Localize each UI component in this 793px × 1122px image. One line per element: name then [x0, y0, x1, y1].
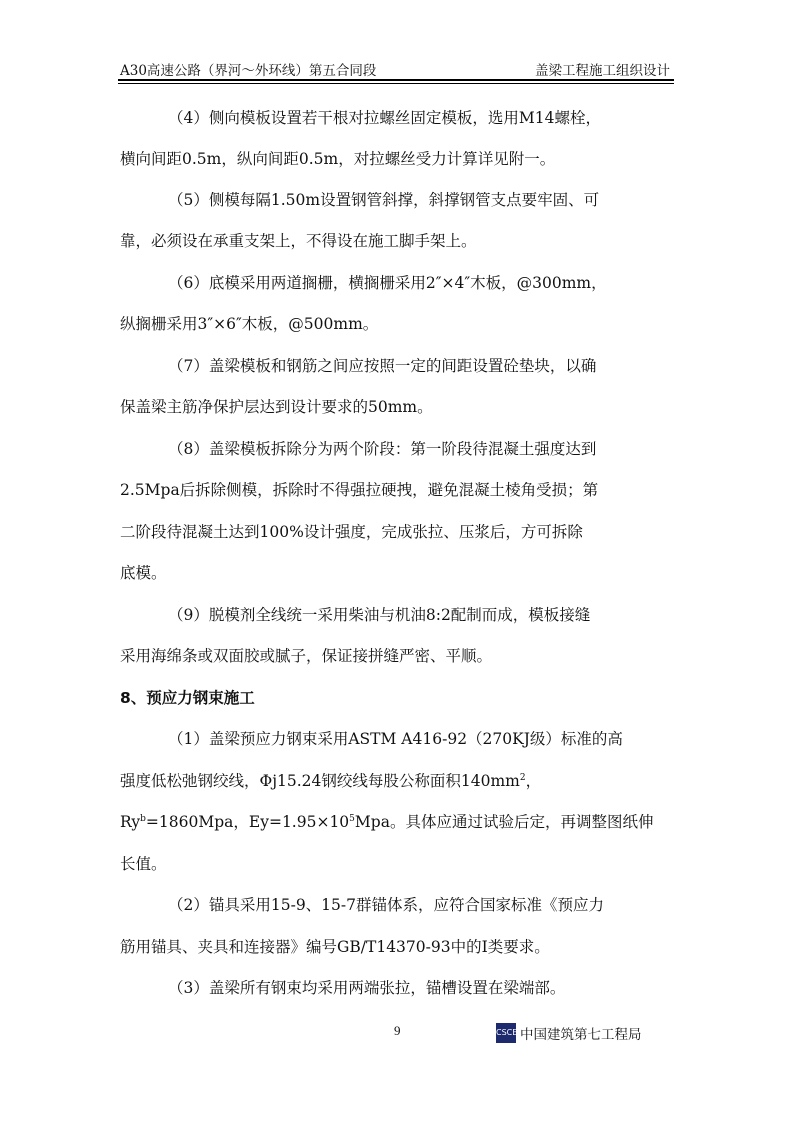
company-name: 中国建筑第七工程局	[520, 1027, 642, 1043]
paragraph-line: （1）盖梁预应力钢束采用ASTM A416-92（270KJ级）标准的高	[168, 730, 623, 748]
formula-ry-superscript: b	[140, 813, 146, 824]
paragraph-line: （2）锚具采用15-9、15-7群锚体系，应符合国家标准《预应力	[168, 896, 605, 914]
paragraph-line: （4）侧向模板设置若干根对拉螺丝固定模板，选用M14螺栓，	[168, 109, 601, 127]
paragraph-line: （7）盖梁模板和钢筋之间应按照一定的间距设置砼垫块，以确	[168, 357, 597, 375]
formula-ey: =1860Mpa，Ey=1.95×10	[145, 813, 350, 831]
paragraph-line: 底模。	[120, 564, 167, 582]
paragraph-line: （5）侧模每隔1.50m设置钢管斜撑，斜撑钢管支点要牢固、可	[168, 191, 600, 209]
page-footer	[0, 1020, 793, 1050]
formula-exponent: 5	[349, 813, 355, 824]
paragraph-line: （8）盖梁模板拆除分为两个阶段：第一阶段待混凝土强度达到	[168, 440, 597, 458]
header-document-title: 盖梁工程施工组织设计	[535, 63, 670, 79]
paragraph-line: 2.5Mpa后拆除侧模，拆除时不得强拉硬拽，避免混凝土棱角受损；第	[120, 481, 599, 499]
paragraph-line: （9）脱模剂全线统一采用柴油与机油8:2配制而成，模板接缝	[168, 606, 591, 624]
company-logo-icon: CSCEC	[496, 1023, 516, 1043]
area-superscript: 2	[519, 772, 526, 783]
page-number: 9	[394, 1023, 401, 1038]
paragraph-line: 二阶段待混凝土达到100%设计强度，完成张拉、压浆后，方可拆除	[120, 523, 583, 541]
paragraph-line: 筋用锚具、夹具和连接器》编号GB/T14370-93中的I类要求。	[120, 938, 550, 956]
paragraph-line: 强度低松弛钢绞线，Φj15.24钢绞线每股公称面积$140mm^2$，	[120, 772, 542, 790]
paragraph-line: 长值。	[120, 855, 167, 873]
section-heading: 8、预应力钢束施工	[120, 689, 255, 707]
paragraph-line: 横向间距0.5m，纵向间距0.5m，对拉螺丝受力计算详见附一。	[120, 150, 556, 168]
formula-ry: Ry	[120, 813, 141, 831]
paragraph-line: 保盖梁主筋净保护层达到设计要求的50mm。	[120, 398, 433, 416]
paragraph-line	[120, 812, 653, 832]
paragraph-line-text: 强度低松弛钢绞线，Φj15.24钢绞线每股公称面积140mm	[120, 772, 520, 790]
paragraph-line-text: Mpa。具体应通过试验后定，再调整图纸伸	[354, 813, 654, 831]
paragraph-line: （3）盖梁所有钢束均采用两端张拉，锚槽设置在梁端部。	[168, 979, 566, 997]
header-project-title: A30高速公路（界河～外环线）第五合同段	[120, 63, 377, 79]
paragraph-line: 靠，必须设在承重支架上，不得设在施工脚手架上。	[120, 232, 477, 250]
paragraph-line: （6）底模采用两道搁栅，横搁栅采用2″×4″木板，@300mm，	[168, 274, 607, 292]
paragraph-line: 采用海绵条或双面胶或腻子，保证接拼缝严密、平顺。	[120, 647, 493, 665]
paragraph-line: 纵搁栅采用3″×6″木板，@500mm。	[120, 315, 379, 333]
